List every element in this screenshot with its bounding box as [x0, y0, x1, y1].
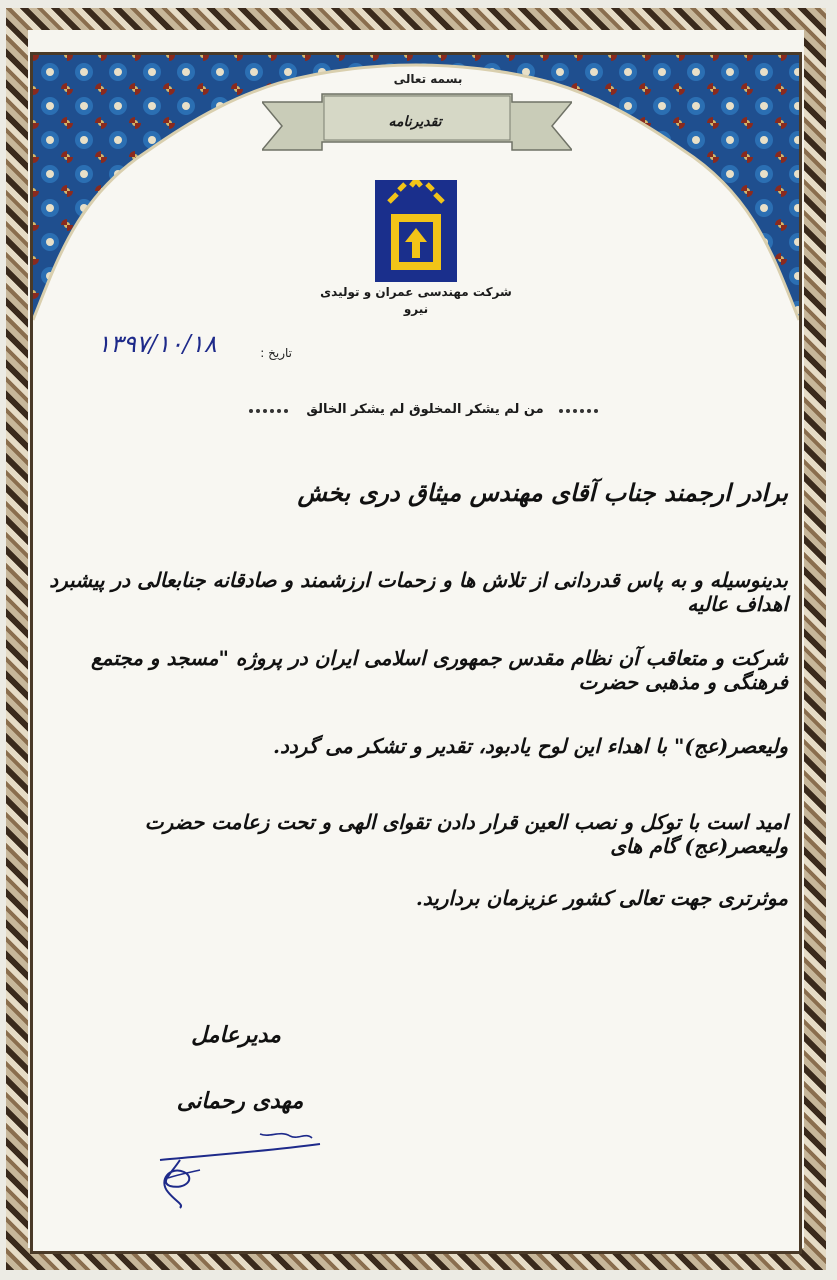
date-value: ۱۳۹۷/۱۰/۱۸	[97, 330, 217, 358]
company-name	[300, 284, 532, 318]
letter-line-4: امید است با توکل و نصب العین قرار دادن تقوای الهی و تحت زعامت حضرت ولیعصر(عج) گام های	[144, 810, 788, 858]
hadith-text: من لم يشكر المخلوق لم يشكر الخالق	[306, 402, 544, 417]
company-name-line2: نیرو	[403, 302, 429, 316]
letter-line-1: بدینوسیله و به پاس قدردانی از تلاش ها و زحمات ارزشمند و صادقانه جنابعالی در پیشبرد اهداف عالیه	[49, 568, 788, 616]
ribbon-title: تقدیرنامه	[388, 114, 442, 130]
salutation: برادر ارجمند جناب آقای مهندس میثاق دری بخش	[297, 478, 788, 507]
letter-line-2: شرکت و متعاقب آن نظام مقدس جمهوری اسلامی ایران در پروژه "مسجد و مجتمع فرهنگی و مذهبی حضرت	[91, 646, 788, 694]
company-name-line1: شرکت مهندسی عمران و تولیدی	[320, 285, 512, 299]
company-logo	[375, 180, 457, 282]
signer-title: مدیرعامل	[191, 1022, 281, 1048]
letter-line-3: ولیعصر(عج)" با اهداء این لوح یادبود، تقدیر و تشکر می گردد.	[272, 734, 788, 758]
handwritten-signature	[140, 1120, 330, 1210]
signer-name: مهدی رحمانی	[176, 1088, 304, 1114]
letter-line-5: موثرتری جهت تعالی کشور عزیزمان بردارید.	[415, 886, 788, 910]
bismillah-text: بسمه تعالی	[393, 72, 463, 86]
date-label: تاریخ :	[260, 346, 292, 360]
ornament-right-icon	[558, 408, 602, 414]
